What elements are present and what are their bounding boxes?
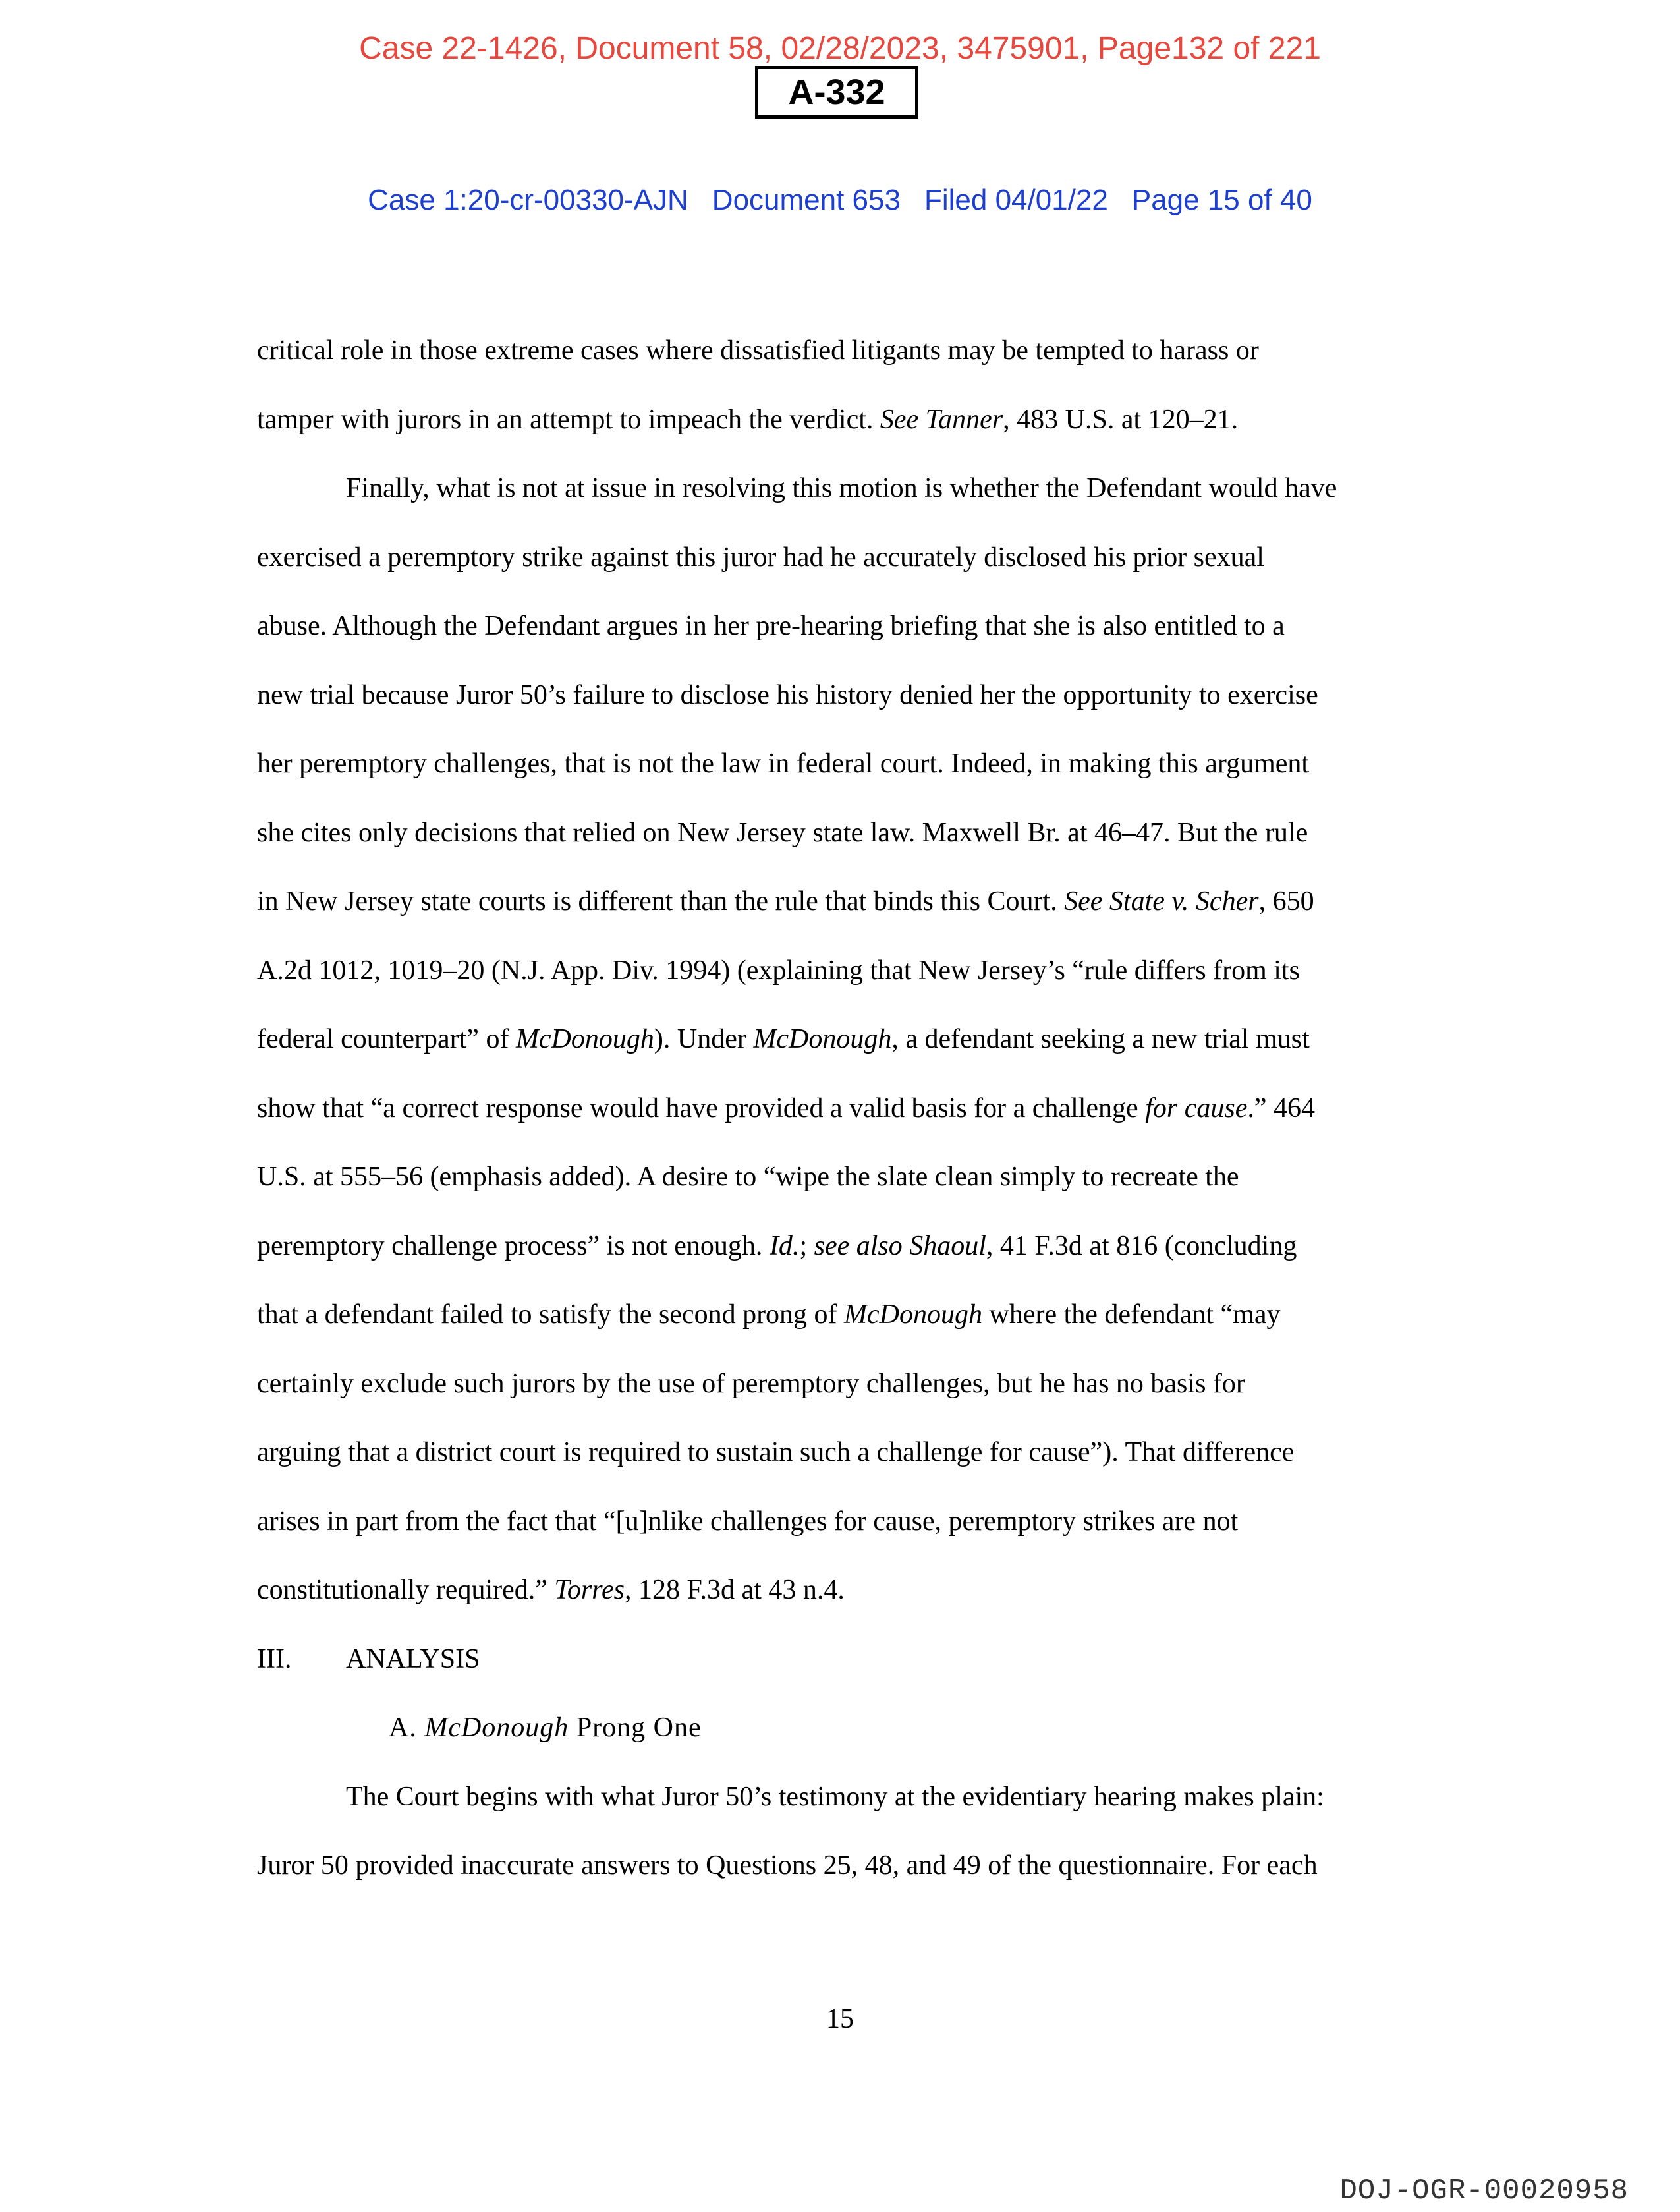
text-run: that a defendant failed to satisfy the second prong of — [257, 1299, 845, 1330]
subsection-letter: A. — [389, 1713, 425, 1743]
body-line: exercised a peremptory strike against this juror had he accurately disclosed his prior sexual — [257, 542, 1264, 573]
text-run: ). Under — [654, 1024, 754, 1054]
citation-italic: McDonough — [515, 1024, 654, 1054]
citation-italic: McDonough — [844, 1299, 983, 1330]
appeal-case-caption: Case 22-1426, Document 58, 02/28/2023, 3475901, Page132 of 221 — [359, 31, 1321, 66]
bates-number: DOJ-OGR-00020958 — [1339, 2174, 1629, 2207]
body-line: critical role in those extreme cases where dissatisfied litigants may be tempted to harass or — [257, 335, 1259, 366]
district-case-number: Case 1:20-cr-00330-AJN — [368, 184, 688, 216]
citation-italic: McDonough — [753, 1024, 892, 1054]
text-run: where the defendant “may — [982, 1299, 1281, 1330]
citation-italic: see also Shaoul — [814, 1230, 986, 1261]
body-line — [257, 880, 1430, 950]
subsection-heading — [257, 1707, 1430, 1776]
body-line — [257, 1087, 1430, 1156]
text-run: ; — [799, 1230, 814, 1261]
body-line: arises in part from the fact that “[u]nlike challenges for cause, peremptory strikes are not — [257, 1506, 1239, 1537]
body-line: Juror 50 provided inaccurate answers to Questions 25, 48, and 49 of the questionnaire. For each — [257, 1850, 1318, 1881]
body-line: certainly exclude such jurors by the use of peremptory challenges, but he has no basis for — [257, 1368, 1245, 1399]
body-line — [257, 399, 1430, 468]
text-run: constitutionally required.” — [257, 1575, 555, 1605]
appendix-page-stamp: A-332 — [755, 66, 918, 119]
citation-italic: See Tanner — [880, 404, 1003, 435]
district-case-header — [0, 182, 1680, 219]
emphasis-italic: for cause — [1145, 1092, 1248, 1123]
subsection-title: Prong One — [569, 1713, 702, 1743]
text-run: , 483 U.S. at 120–21. — [1003, 404, 1239, 435]
body-line: U.S. at 555–56 (emphasis added). A desire to “wipe the slate clean simply to recreate the — [257, 1162, 1239, 1192]
body-line: abuse. Although the Defendant argues in her pre-hearing briefing that she is also entitled to a — [257, 611, 1285, 641]
body-line: A.2d 1012, 1019–20 (N.J. App. Div. 1994) (explaining that New Jersey’s “rule differs from its — [257, 955, 1300, 986]
text-run: , a defendant seeking a new trial must — [891, 1024, 1310, 1054]
text-run: .” 464 — [1247, 1092, 1315, 1123]
body-line — [257, 1225, 1430, 1294]
citation-italic: Torres — [554, 1575, 625, 1605]
text-run: , 41 F.3d at 816 (concluding — [986, 1230, 1297, 1261]
subsection-italic: McDonough — [424, 1713, 569, 1743]
body-line: arguing that a district court is required to sustain such a challenge for cause”). That difference — [257, 1437, 1295, 1467]
body-line: she cites only decisions that relied on New Jersey state law. Maxwell Br. at 46–47. But the rule — [257, 817, 1308, 848]
opinion-body — [257, 329, 1430, 1914]
text-run: peremptory challenge process” is not enough. — [257, 1230, 770, 1261]
text-run: show that “a correct response would have provided a valid basis for a challenge — [257, 1092, 1146, 1123]
text-run: , 650 — [1258, 886, 1314, 917]
body-line — [257, 1569, 1430, 1638]
section-number: III. — [257, 1643, 292, 1674]
body-line: new trial because Juror 50’s failure to disclose his history denied her the opportunity to exercise — [257, 679, 1318, 710]
section-heading — [257, 1638, 1430, 1707]
body-line: her peremptory challenges, that is not the law in federal court. Indeed, in making this argument — [257, 749, 1310, 779]
text-run: tamper with jurors in an attempt to impeach the verdict. — [257, 404, 880, 435]
page-number: 15 — [826, 2004, 854, 2034]
text-run: federal counterpart” of — [257, 1024, 516, 1054]
text-run: , 128 F.3d at 43 n.4. — [625, 1575, 845, 1605]
citation-italic: Id. — [769, 1230, 800, 1261]
body-line — [257, 1018, 1430, 1087]
section-title: ANALYSIS — [346, 1643, 480, 1674]
body-line: The Court begins with what Juror 50’s testimony at the evidentiary hearing makes plain: — [346, 1781, 1324, 1812]
district-filed-date: Filed 04/01/22 — [924, 184, 1108, 216]
text-run: in New Jersey state courts is different than the rule that binds this Court. — [257, 886, 1065, 917]
district-document-number: Document 653 — [712, 184, 901, 216]
body-line: Finally, what is not at issue in resolving this motion is whether the Defendant would have — [346, 473, 1337, 503]
body-line — [257, 1293, 1430, 1363]
district-page-count: Page 15 of 40 — [1131, 184, 1312, 216]
citation-italic: See State v. Scher — [1064, 886, 1259, 917]
